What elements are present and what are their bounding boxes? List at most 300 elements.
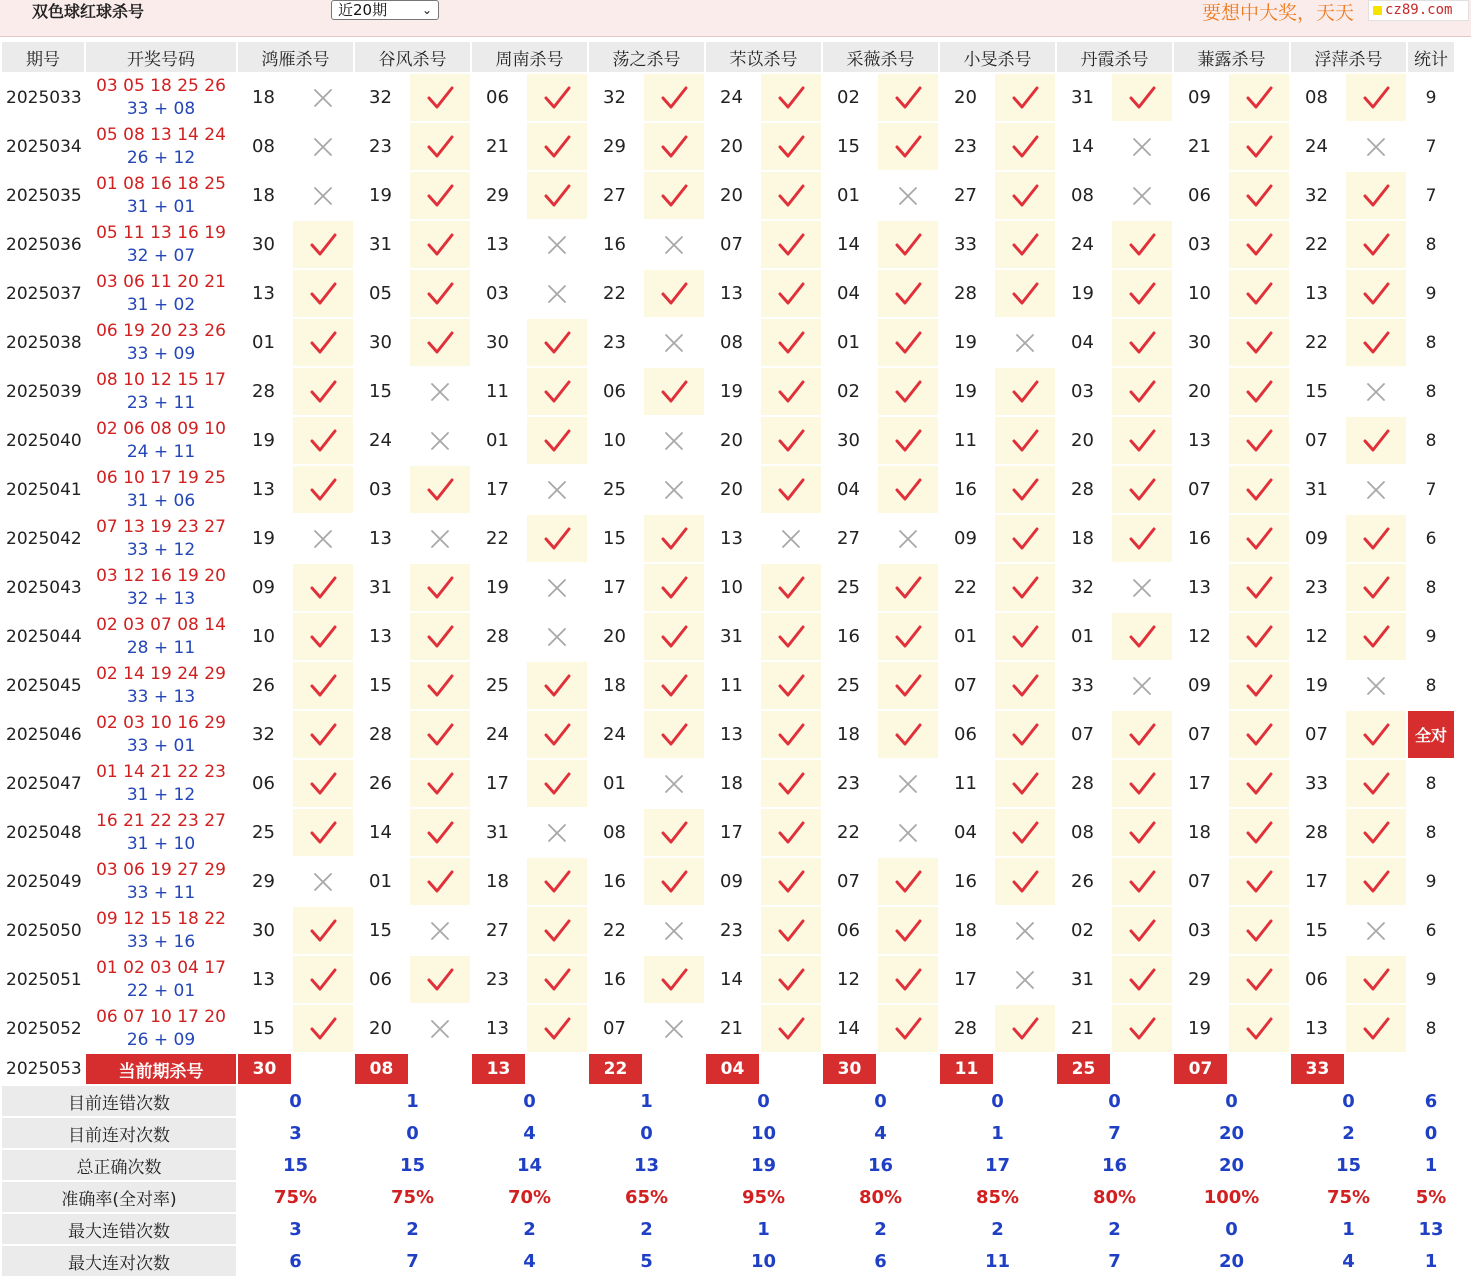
cross-icon	[1014, 920, 1036, 942]
kill-number: 29	[589, 123, 642, 170]
check-icon	[426, 232, 454, 258]
kill-number: 32	[238, 711, 291, 758]
kill-number: 23	[1291, 564, 1344, 611]
kill-result	[527, 613, 587, 660]
cross-icon	[663, 773, 685, 795]
page-title: 双色球红球杀号	[32, 2, 145, 21]
summary-value: 80%	[1057, 1182, 1172, 1212]
table-row	[2, 564, 1454, 611]
kill-number: 26	[355, 760, 408, 807]
kill-result	[527, 1005, 587, 1052]
kill-number: 20	[706, 123, 759, 170]
kill-number: 21	[706, 1005, 759, 1052]
kill-number: 31	[355, 221, 408, 268]
kill-number: 20	[1174, 368, 1227, 415]
check-icon	[1011, 869, 1039, 895]
table-row	[2, 613, 1454, 660]
check-icon	[660, 379, 688, 405]
kill-number: 19	[238, 515, 291, 562]
kill-number: 13	[706, 515, 759, 562]
cross-icon	[780, 528, 802, 550]
current-kill-blank	[1112, 1054, 1172, 1084]
kill-number: 08	[1057, 172, 1110, 219]
cross-icon	[663, 234, 685, 256]
draw-cell	[86, 564, 236, 611]
kill-result	[1346, 221, 1406, 268]
summary-row	[2, 1214, 1454, 1244]
check-icon	[543, 428, 571, 454]
kill-number: 12	[1291, 613, 1344, 660]
kill-result	[410, 221, 470, 268]
check-icon	[660, 526, 688, 552]
kill-result	[761, 221, 821, 268]
kill-result	[995, 760, 1055, 807]
stat-cell: 8	[1408, 809, 1454, 856]
kill-result	[1112, 809, 1172, 856]
kill-number: 13	[1291, 270, 1344, 317]
kill-number: 22	[823, 809, 876, 856]
kill-number: 06	[1174, 172, 1227, 219]
kill-result	[878, 858, 938, 905]
kill-result	[527, 172, 587, 219]
kill-result	[1229, 662, 1289, 709]
kill-number: 15	[355, 907, 408, 954]
cross-icon	[312, 871, 334, 893]
issue-cell: 2025047	[2, 760, 84, 807]
check-icon	[1245, 673, 1273, 699]
kill-number: 19	[1174, 1005, 1227, 1052]
cross-icon	[312, 136, 334, 158]
kill-result	[527, 417, 587, 464]
kill-result	[410, 564, 470, 611]
summary-stat: 1	[1408, 1246, 1454, 1276]
kill-number: 01	[823, 172, 876, 219]
kill-result	[1229, 760, 1289, 807]
issue-cell: 2025038	[2, 319, 84, 366]
kill-result	[410, 123, 470, 170]
kill-result	[878, 319, 938, 366]
kill-number: 07	[940, 662, 993, 709]
kill-number: 33	[1291, 760, 1344, 807]
summary-value: 5	[589, 1246, 704, 1276]
kill-number: 20	[589, 613, 642, 660]
check-icon	[777, 232, 805, 258]
draw-blue-line: 33 + 09	[126, 343, 196, 364]
check-icon	[1128, 918, 1156, 944]
kill-result	[1229, 319, 1289, 366]
kill-result	[293, 613, 353, 660]
stat-cell: 6	[1408, 907, 1454, 954]
check-icon	[1128, 967, 1156, 993]
check-icon	[777, 281, 805, 307]
kill-result	[995, 319, 1055, 366]
kill-result	[1112, 221, 1172, 268]
kill-number: 21	[472, 123, 525, 170]
kill-result	[527, 760, 587, 807]
stat-cell: 8	[1408, 319, 1454, 366]
site-name: cz89.com	[1385, 2, 1453, 18]
kill-number: 13	[238, 466, 291, 513]
current-issue: 2025053	[2, 1054, 84, 1084]
kill-result	[1346, 858, 1406, 905]
kill-number: 08	[706, 319, 759, 366]
check-icon	[777, 918, 805, 944]
check-icon	[660, 673, 688, 699]
kill-number: 25	[823, 564, 876, 611]
kill-number: 24	[1057, 221, 1110, 268]
check-icon	[1011, 85, 1039, 111]
kill-result	[1112, 760, 1172, 807]
check-icon	[777, 722, 805, 748]
kill-number: 19	[1057, 270, 1110, 317]
kill-number: 18	[823, 711, 876, 758]
kill-result	[1229, 809, 1289, 856]
summary-value: 0	[589, 1118, 704, 1148]
ad-slogan[interactable]: 要想中大奖，天天	[1202, 2, 1355, 24]
kill-result	[1346, 466, 1406, 513]
draw-reds: 06 10 17 19 25	[96, 467, 226, 488]
kill-result	[761, 564, 821, 611]
check-icon	[1362, 820, 1390, 846]
kill-number: 13	[472, 221, 525, 268]
draw-blue-line: 31 + 06	[126, 490, 196, 511]
cross-icon	[312, 185, 334, 207]
issue-cell: 2025048	[2, 809, 84, 856]
kill-number: 11	[706, 662, 759, 709]
draw-cell	[86, 172, 236, 219]
summary-value: 70%	[472, 1182, 587, 1212]
kill-number: 07	[1174, 466, 1227, 513]
check-icon	[426, 134, 454, 160]
kill-result	[878, 417, 938, 464]
kill-result	[644, 270, 704, 317]
kill-number: 21	[1057, 1005, 1110, 1052]
cross-icon	[1131, 136, 1153, 158]
check-icon	[660, 967, 688, 993]
check-icon	[1245, 85, 1273, 111]
draw-reds: 16 21 22 23 27	[96, 810, 226, 831]
check-icon	[1245, 232, 1273, 258]
check-icon	[1128, 379, 1156, 405]
current-kill-number: 04	[706, 1054, 759, 1084]
kill-result	[410, 809, 470, 856]
check-icon	[894, 575, 922, 601]
summary-value: 2	[1057, 1214, 1172, 1244]
table-row	[2, 858, 1454, 905]
kill-result	[1229, 515, 1289, 562]
summary-value: 11	[940, 1246, 1055, 1276]
summary-value: 0	[940, 1086, 1055, 1116]
check-icon	[660, 183, 688, 209]
kill-number: 22	[589, 907, 642, 954]
kill-number: 17	[472, 760, 525, 807]
kill-result	[644, 1005, 704, 1052]
kill-result	[293, 564, 353, 611]
site-badge[interactable]	[1368, 0, 1469, 21]
check-icon	[1128, 820, 1156, 846]
kill-result	[527, 809, 587, 856]
kill-result	[1229, 466, 1289, 513]
kill-result	[527, 368, 587, 415]
kill-result	[995, 123, 1055, 170]
kill-result	[878, 564, 938, 611]
cross-icon	[1131, 185, 1153, 207]
check-icon	[1128, 722, 1156, 748]
kill-number: 02	[823, 74, 876, 121]
kill-result	[1229, 711, 1289, 758]
kill-number: 10	[1174, 270, 1227, 317]
check-icon	[309, 820, 337, 846]
issue-cell: 2025034	[2, 123, 84, 170]
issue-cell: 2025036	[2, 221, 84, 268]
issue-cell: 2025033	[2, 74, 84, 121]
kill-result	[995, 613, 1055, 660]
summary-value: 3	[238, 1214, 353, 1244]
kill-number: 13	[472, 1005, 525, 1052]
kill-number: 30	[238, 907, 291, 954]
check-icon	[1362, 232, 1390, 258]
cross-icon	[546, 577, 568, 599]
draw-blue-line: 32 + 07	[126, 245, 196, 266]
kill-result	[878, 760, 938, 807]
check-icon	[1362, 869, 1390, 895]
kill-result	[995, 858, 1055, 905]
draw-reds: 01 02 03 04 17	[96, 957, 226, 978]
check-icon	[1245, 330, 1273, 356]
chevron-down-icon: ⌄	[421, 3, 432, 17]
summary-value: 4	[1291, 1246, 1406, 1276]
check-icon	[1245, 428, 1273, 454]
current-kill-number: 07	[1174, 1054, 1227, 1084]
cross-icon	[897, 822, 919, 844]
check-icon	[1011, 183, 1039, 209]
kill-result	[293, 662, 353, 709]
kill-number: 04	[823, 270, 876, 317]
kill-result	[293, 711, 353, 758]
kill-number: 18	[238, 172, 291, 219]
check-icon	[426, 967, 454, 993]
check-icon	[1362, 526, 1390, 552]
kill-number: 09	[1174, 74, 1227, 121]
draw-reds: 05 08 13 14 24	[96, 124, 226, 145]
current-kill-number: 08	[355, 1054, 408, 1084]
check-icon	[309, 918, 337, 944]
draw-cell	[86, 74, 236, 121]
check-icon	[894, 869, 922, 895]
draw-cell	[86, 270, 236, 317]
check-icon	[1011, 624, 1039, 650]
kill-number: 29	[1174, 956, 1227, 1003]
kill-result	[995, 564, 1055, 611]
kill-number: 31	[1057, 956, 1110, 1003]
stat-cell: 9	[1408, 613, 1454, 660]
check-icon	[777, 428, 805, 454]
kill-number: 17	[472, 466, 525, 513]
table-row	[2, 515, 1454, 562]
check-icon	[777, 624, 805, 650]
check-icon	[543, 918, 571, 944]
check-icon	[1362, 967, 1390, 993]
kill-result	[644, 711, 704, 758]
kill-result	[644, 760, 704, 807]
table-row	[2, 760, 1454, 807]
kill-result	[878, 1005, 938, 1052]
kill-result	[995, 466, 1055, 513]
kill-result	[995, 270, 1055, 317]
current-kill-number: 33	[1291, 1054, 1344, 1084]
period-select[interactable]	[331, 0, 439, 20]
kill-number: 25	[589, 466, 642, 513]
cross-icon	[429, 920, 451, 942]
kill-result	[1346, 270, 1406, 317]
kill-number: 20	[355, 1005, 408, 1052]
check-icon	[1011, 281, 1039, 307]
kill-number: 24	[472, 711, 525, 758]
kill-result	[1112, 417, 1172, 464]
check-icon	[660, 134, 688, 160]
kill-number: 22	[1291, 319, 1344, 366]
kill-result	[1112, 956, 1172, 1003]
summary-value: 1	[355, 1086, 470, 1116]
kill-number: 17	[589, 564, 642, 611]
kill-number: 18	[472, 858, 525, 905]
kill-number: 15	[238, 1005, 291, 1052]
kill-result	[995, 417, 1055, 464]
check-icon	[543, 722, 571, 748]
draw-blue-line: 31 + 02	[126, 294, 196, 315]
summary-label: 总正确次数	[2, 1150, 236, 1180]
table-row	[2, 711, 1454, 758]
kill-result	[527, 662, 587, 709]
check-icon	[777, 85, 805, 111]
kill-number: 27	[823, 515, 876, 562]
check-icon	[1128, 232, 1156, 258]
kill-result	[1346, 956, 1406, 1003]
draw-cell	[86, 515, 236, 562]
kill-number: 17	[706, 809, 759, 856]
kill-number: 25	[823, 662, 876, 709]
kill-number: 23	[589, 319, 642, 366]
issue-cell: 2025052	[2, 1005, 84, 1052]
check-icon	[543, 673, 571, 699]
issue-cell: 2025041	[2, 466, 84, 513]
kill-result	[995, 221, 1055, 268]
check-icon	[426, 330, 454, 356]
check-icon	[1362, 281, 1390, 307]
kill-result	[527, 907, 587, 954]
draw-cell	[86, 417, 236, 464]
stat-cell: 8	[1408, 417, 1454, 464]
check-icon	[309, 1016, 337, 1042]
kill-result	[761, 319, 821, 366]
check-icon	[1011, 771, 1039, 797]
check-icon	[660, 624, 688, 650]
kill-result	[410, 907, 470, 954]
kill-result	[1112, 123, 1172, 170]
kill-number: 15	[355, 368, 408, 415]
summary-value: 2	[472, 1214, 587, 1244]
kill-result	[995, 368, 1055, 415]
kill-number: 32	[355, 74, 408, 121]
cross-icon	[1131, 577, 1153, 599]
kill-number: 06	[355, 956, 408, 1003]
check-icon	[1362, 428, 1390, 454]
kill-result	[878, 368, 938, 415]
draw-blue-line: 32 + 13	[126, 588, 196, 609]
kill-result	[761, 711, 821, 758]
kill-result	[293, 221, 353, 268]
summary-value: 0	[355, 1118, 470, 1148]
summary-value: 15	[238, 1150, 353, 1180]
check-icon	[1011, 673, 1039, 699]
summary-value: 4	[472, 1246, 587, 1276]
kill-number: 22	[589, 270, 642, 317]
check-icon	[1362, 1016, 1390, 1042]
summary-value: 0	[823, 1086, 938, 1116]
issue-cell: 2025046	[2, 711, 84, 758]
summary-label: 最大连对次数	[2, 1246, 236, 1276]
kill-result	[410, 711, 470, 758]
table-row	[2, 221, 1454, 268]
current-kill-number: 11	[940, 1054, 993, 1084]
kill-number: 01	[589, 760, 642, 807]
kill-result	[878, 74, 938, 121]
kill-result	[1229, 270, 1289, 317]
cross-icon	[1365, 920, 1387, 942]
kill-result	[644, 809, 704, 856]
issue-cell: 2025043	[2, 564, 84, 611]
kill-result	[1229, 564, 1289, 611]
kill-result	[527, 858, 587, 905]
summary-value: 1	[706, 1214, 821, 1244]
check-icon	[543, 869, 571, 895]
kill-number: 13	[1291, 1005, 1344, 1052]
stat-cell: 7	[1408, 123, 1454, 170]
kill-result	[410, 319, 470, 366]
kill-number: 19	[940, 368, 993, 415]
kill-result	[644, 956, 704, 1003]
kill-table-wrapper	[0, 40, 1456, 1278]
kill-number: 03	[1174, 221, 1227, 268]
check-icon	[1011, 428, 1039, 454]
kill-number: 20	[706, 417, 759, 464]
kill-number: 09	[238, 564, 291, 611]
kill-result	[1346, 613, 1406, 660]
kill-number: 14	[355, 809, 408, 856]
check-icon	[1011, 134, 1039, 160]
kill-result	[878, 809, 938, 856]
kill-result	[1229, 417, 1289, 464]
check-icon	[1245, 379, 1273, 405]
issue-cell: 2025050	[2, 907, 84, 954]
check-icon	[894, 232, 922, 258]
cross-icon	[312, 87, 334, 109]
draw-reds: 06 19 20 23 26	[96, 320, 226, 341]
summary-value: 0	[1174, 1086, 1289, 1116]
col-header-expert: 小旻杀号	[940, 42, 1055, 72]
check-icon	[660, 281, 688, 307]
cross-icon	[663, 430, 685, 452]
draw-blue-line: 24 + 11	[126, 441, 196, 462]
check-icon	[1245, 1016, 1273, 1042]
kill-result	[761, 417, 821, 464]
issue-cell: 2025051	[2, 956, 84, 1003]
cross-icon	[663, 920, 685, 942]
kill-number: 12	[1174, 613, 1227, 660]
kill-number: 07	[823, 858, 876, 905]
draw-reds: 05 11 13 16 19	[96, 222, 226, 243]
table-header-row	[2, 42, 1454, 72]
